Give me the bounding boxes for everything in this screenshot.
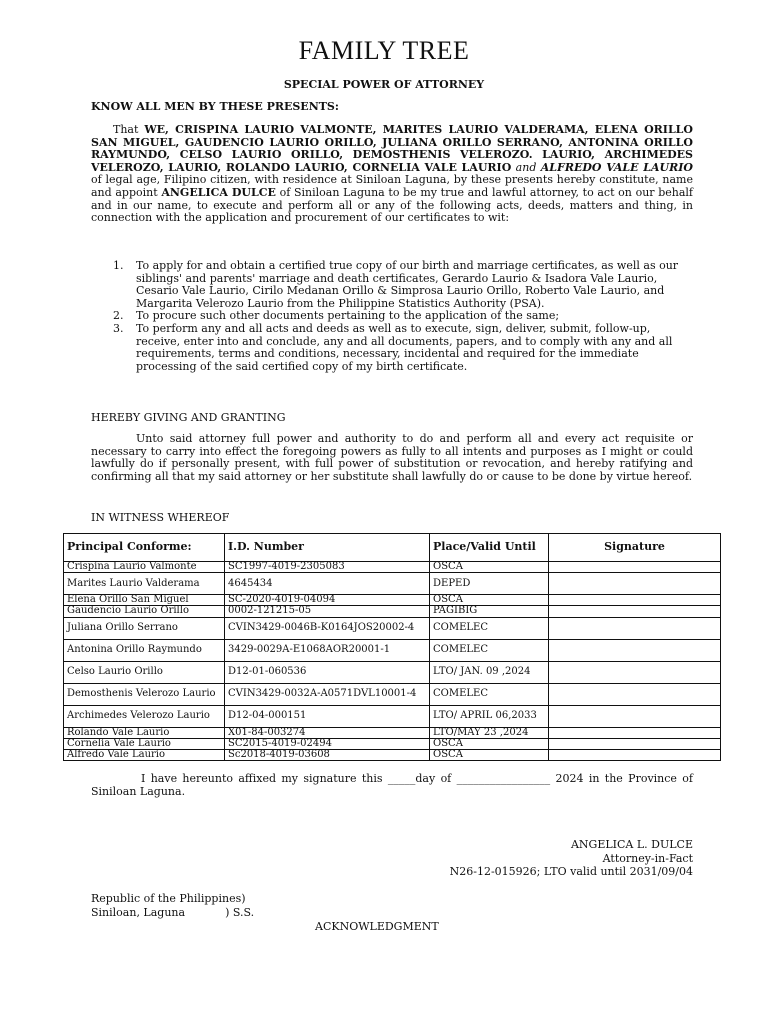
cell-id: Sc2018-4019-03608 [225, 750, 430, 761]
list-item-text: To perform any and all acts and deeds as well as to execute, sign, deliver, submit, follow-up, receive, enter into and conclude, any and all documents, papers, and to comply with any and all requirements, terms and conditions, necessary, incidental and required for the immediate processing of the said certified copy of my birth certificate. [136, 321, 673, 373]
table-row [64, 727, 721, 738]
cell-name: Elena Orillo San Miguel [64, 595, 225, 606]
cell-signature [549, 661, 721, 683]
cell-place: OSCA [430, 595, 549, 606]
cell-id: D12-01-060536 [225, 661, 430, 683]
table-row [64, 562, 721, 573]
principals-names: WE, CRISPINA LAURIO VALMONTE, MARITES LAURIO VALDERAMA, ELENA ORILLO SAN MIGUEL, GAUDENCIO LAURIO ORILLO, JULIANA ORILLO SERRANO, ANTONINA ORILLO RAYMUNDO, CELSO LAURIO ORILLO, DEMOSTHENIS VELEROZO. LAURIO, ARCHIMEDES VELEROZO, LAURIO, ROLANDO LAURIO, CORNELIA VALE LAURIO [91, 123, 693, 174]
cell-signature [549, 750, 721, 761]
cell-place: LTO/ JAN. 09 ,2024 [430, 661, 549, 683]
signatory-role: Attorney-in-Fact [602, 851, 693, 865]
cell-id: D12-04-000151 [225, 705, 430, 727]
cell-place: LTO/ APRIL 06,2033 [430, 705, 549, 727]
cell-signature [549, 595, 721, 606]
cell-signature [549, 617, 721, 639]
table-row [64, 617, 721, 639]
last-principal-name: ALFREDO VALE LAURIO [540, 160, 693, 174]
cell-id: CVIN3429-0032A-A0571DVL10001-4 [225, 683, 430, 705]
venue-ss: ) S.S. [225, 905, 255, 919]
cell-id: 0002-121215-05 [225, 606, 430, 617]
cell-id: SC2015-4019-02494 [225, 738, 430, 749]
cell-name: Rolando Vale Laurio [64, 727, 225, 738]
cell-name: Marites Laurio Valderama [64, 573, 225, 595]
signature-block [450, 838, 693, 879]
venue-block [91, 892, 254, 919]
cell-name: Alfredo Vale Laurio [64, 750, 225, 761]
acknowledgment-heading: ACKNOWLEDGMENT [315, 920, 439, 933]
cell-id: SC-2020-4019-04094 [225, 595, 430, 606]
list-item [91, 323, 693, 373]
cell-signature [549, 683, 721, 705]
know-all-heading: KNOW ALL MEN BY THESE PRESENTS: [91, 100, 339, 113]
cell-place: COMELEC [430, 683, 549, 705]
cell-signature [549, 606, 721, 617]
cell-place: PAGIBIG [430, 606, 549, 617]
venue-line-1: Republic of the Philippines) [91, 892, 246, 905]
cell-id: X01-84-003274 [225, 727, 430, 738]
cell-id: SC1997-4019-2305083 [225, 562, 430, 573]
cell-signature [549, 738, 721, 749]
venue-line-2 [91, 906, 254, 920]
header-place-valid: Place/Valid Until [430, 534, 549, 562]
cell-place: LTO/MAY 23 ,2024 [430, 727, 549, 738]
table-row [64, 639, 721, 661]
signatory-name: ANGELICA L. DULCE [570, 838, 693, 851]
cell-signature [549, 573, 721, 595]
table-row [64, 573, 721, 595]
cell-name: Celso Laurio Orillo [64, 661, 225, 683]
list-item [91, 260, 693, 310]
cell-place: COMELEC [430, 617, 549, 639]
table-row [64, 606, 721, 617]
cell-place: OSCA [430, 750, 549, 761]
table-row [64, 683, 721, 705]
cell-name: Juliana Orillo Serrano [64, 617, 225, 639]
cell-name: Gaudencio Laurio Orillo [64, 606, 225, 617]
attorney-name: ANGELICA DULCE [161, 185, 276, 199]
table-row [64, 661, 721, 683]
cell-signature [549, 727, 721, 738]
table-row [64, 705, 721, 727]
cell-signature [549, 705, 721, 727]
header-principal: Principal Conforme: [64, 534, 225, 562]
venue-place: Siniloan, Laguna [91, 905, 186, 919]
cell-id: 4645434 [225, 573, 430, 595]
hereby-heading: HEREBY GIVING AND GRANTING [91, 411, 286, 424]
table-row [64, 738, 721, 749]
cell-name: Crispina Laurio Valmonte [64, 562, 225, 573]
grant-paragraph: Unto said attorney full power and authority to do and perform all and every act requisite or necessary to carry into effect the foregoing powers as fully to all intents and purposes as I might or could lawfully do if personally present, with full power of substitution or revocation, and hereby ratifying and confirming all that my said attorney or her substitute shall lawfully do or cause to be done by virtue hereof. [91, 432, 693, 483]
document-subtitle: SPECIAL POWER OF ATTORNEY [283, 78, 485, 91]
table-row [64, 595, 721, 606]
intro-rest: of Siniloan Laguna to be my true and lawful attorney, to act on our behalf and in our name, to execute and perform all or any of the following acts, deeds, matters and thing, in connection with the application and procurement of our certificates to wit: [91, 185, 694, 225]
cell-name: Antonina Orillo Raymundo [64, 639, 225, 661]
list-item-text: To procure such other documents pertaining to the application of the same; [136, 309, 560, 323]
cell-place: OSCA [430, 738, 549, 749]
list-item-number: 3. [113, 321, 124, 335]
list-item-number: 2. [113, 309, 124, 323]
cell-place: COMELEC [430, 639, 549, 661]
affix-paragraph: I have hereunto affixed my signature this _____day of _________________ 2024 in the Province of Siniloan Laguna. [91, 772, 693, 798]
header-signature: Signature [549, 534, 721, 562]
cell-signature [549, 639, 721, 661]
list-item-text: To apply for and obtain a certified true copy of our birth and marriage certificates, as well as our siblings' and parents' marriage and death certificates, Gerardo Laurio & Isadora Vale Laurio, Cesario Vale Laurio, Cirilo Medanan Orillo & Simprosa Laurio Orillo, Roberto Vale Laurio, and Margarita Velerozo Laurio from the Philippine Statistics Authority (PSA). [136, 259, 679, 310]
cell-name: Cornelia Vale Laurio [64, 738, 225, 749]
intro-lead: That [113, 123, 145, 136]
cell-id: CVIN3429-0046B-K0164JOS20002-4 [225, 617, 430, 639]
table-row [64, 750, 721, 761]
signatory-id: N26-12-015926; LTO valid until 2031/09/04 [449, 865, 693, 878]
intro-middle: of legal age, Filipino citizen, with residence at Siniloan Laguna, by these presents hereby constitute, name and appoint [91, 173, 693, 199]
principals-table [63, 533, 721, 761]
cell-name: Archimedes Velerozo Laurio [64, 705, 225, 727]
table-header-row [64, 534, 721, 562]
witness-heading: IN WITNESS WHEREOF [91, 511, 230, 524]
list-item-number: 1. [113, 259, 124, 272]
powers-list [91, 260, 693, 373]
header-id-number: I.D. Number [225, 534, 430, 562]
cell-place: OSCA [430, 562, 549, 573]
intro-paragraph [91, 124, 693, 225]
document-title: FAMILY TREE [298, 36, 470, 65]
intro-and: and [511, 160, 541, 174]
cell-place: DEPED [430, 573, 549, 595]
cell-id: 3429-0029A-E1068AOR20001-1 [225, 639, 430, 661]
cell-name: Demosthenis Velerozo Laurio [64, 683, 225, 705]
cell-signature [549, 562, 721, 573]
